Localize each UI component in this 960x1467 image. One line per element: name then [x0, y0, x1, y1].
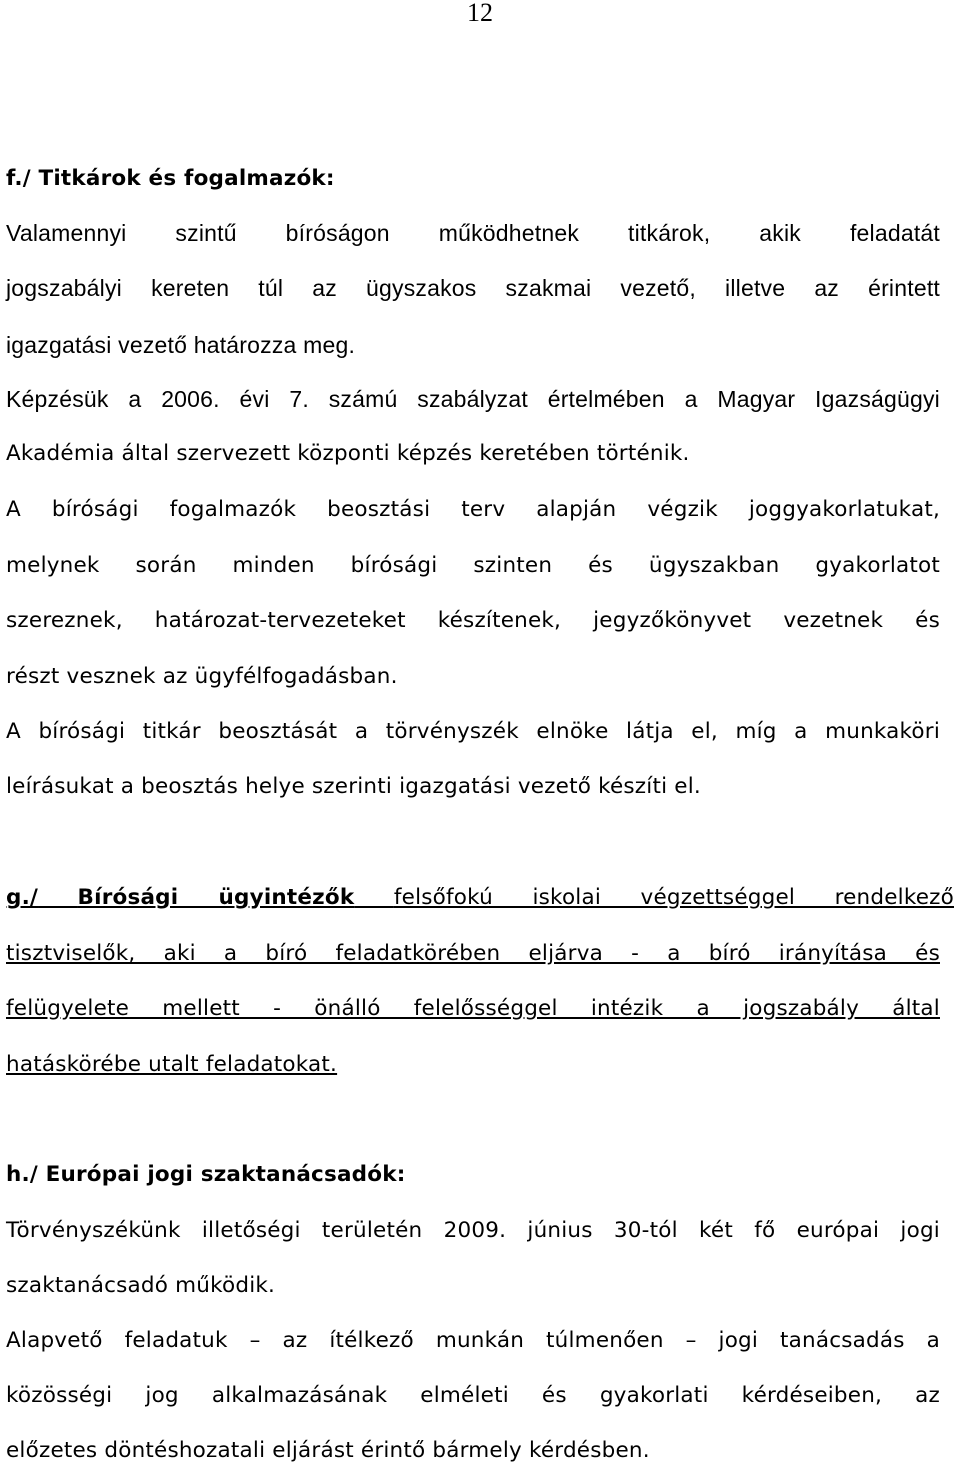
section-h-line: Alapvető feladatuk – az ítélkező munkán túlmenően – jogi tanácsadás a: [6, 1328, 940, 1353]
section-g-first-line: [6, 883, 954, 913]
section-f-line: Képzésük a 2006. évi 7. számú szabályzat értelmében a Magyar Igazságügyi: [6, 386, 940, 412]
section-h-line: szaktanácsadó működik.: [6, 1273, 276, 1298]
section-f-line: Akadémia által szervezett központi képzés keretében történik.: [6, 441, 690, 466]
section-g-line: hatáskörébe utalt feladatokat.: [6, 1052, 338, 1077]
section-h-heading: h./ Európai jogi szaktanácsadók:: [6, 1162, 406, 1187]
section-f-line: leírásukat a beosztás helye szerinti igazgatási vezető készíti el.: [6, 774, 701, 799]
section-f-line: melynek során minden bírósági szinten és ügyszakban gyakorlatot: [6, 553, 940, 578]
section-h-line: előzetes döntéshozatali eljárást érintő bármely kérdésben.: [6, 1438, 650, 1463]
section-h-line: közösségi jog alkalmazásának elméleti és gyakorlati kérdéseiben, az: [6, 1383, 940, 1408]
section-f-line: A bírósági titkár beosztását a törvényszék elnöke látja el, míg a munkaköri: [6, 719, 940, 744]
section-f-line: A bírósági fogalmazók beosztási terv alapján végzik joggyakorlatukat,: [6, 497, 940, 522]
section-g-line: felügyelete mellett - önálló felelősséggel intézik a jogszabály által: [6, 996, 940, 1021]
section-f-line: szereznek, határozat-tervezeteket készítenek, jegyzőkönyvet vezetnek és: [6, 608, 940, 633]
section-g-label: g./: [6, 885, 39, 910]
section-h-line: Törvényszékünk illetőségi területén 2009. június 30-tól két fő európai jogi: [6, 1218, 940, 1243]
section-g-term: Bírósági ügyintézők: [77, 885, 355, 910]
section-f-line: igazgatási vezető határozza meg.: [6, 332, 356, 358]
section-g-line: tisztviselők, aki a bíró feladatkörében eljárva - a bíró irányítása és: [6, 941, 940, 966]
page-number: 12: [467, 0, 493, 27]
section-f-line: jogszabályi kereten túl az ügyszakos szakmai vezető, illetve az érintett: [6, 275, 940, 301]
section-g-line1-rest: felsőfokú iskolai végzettséggel rendelkező: [393, 885, 954, 910]
section-f-line: Valamennyi szintű bíróságon működhetnek titkárok, akik feladatát: [6, 220, 940, 246]
section-f-heading: f./ Titkárok és fogalmazók:: [6, 166, 335, 191]
section-f-line: részt vesznek az ügyfélfogadásban.: [6, 664, 398, 689]
